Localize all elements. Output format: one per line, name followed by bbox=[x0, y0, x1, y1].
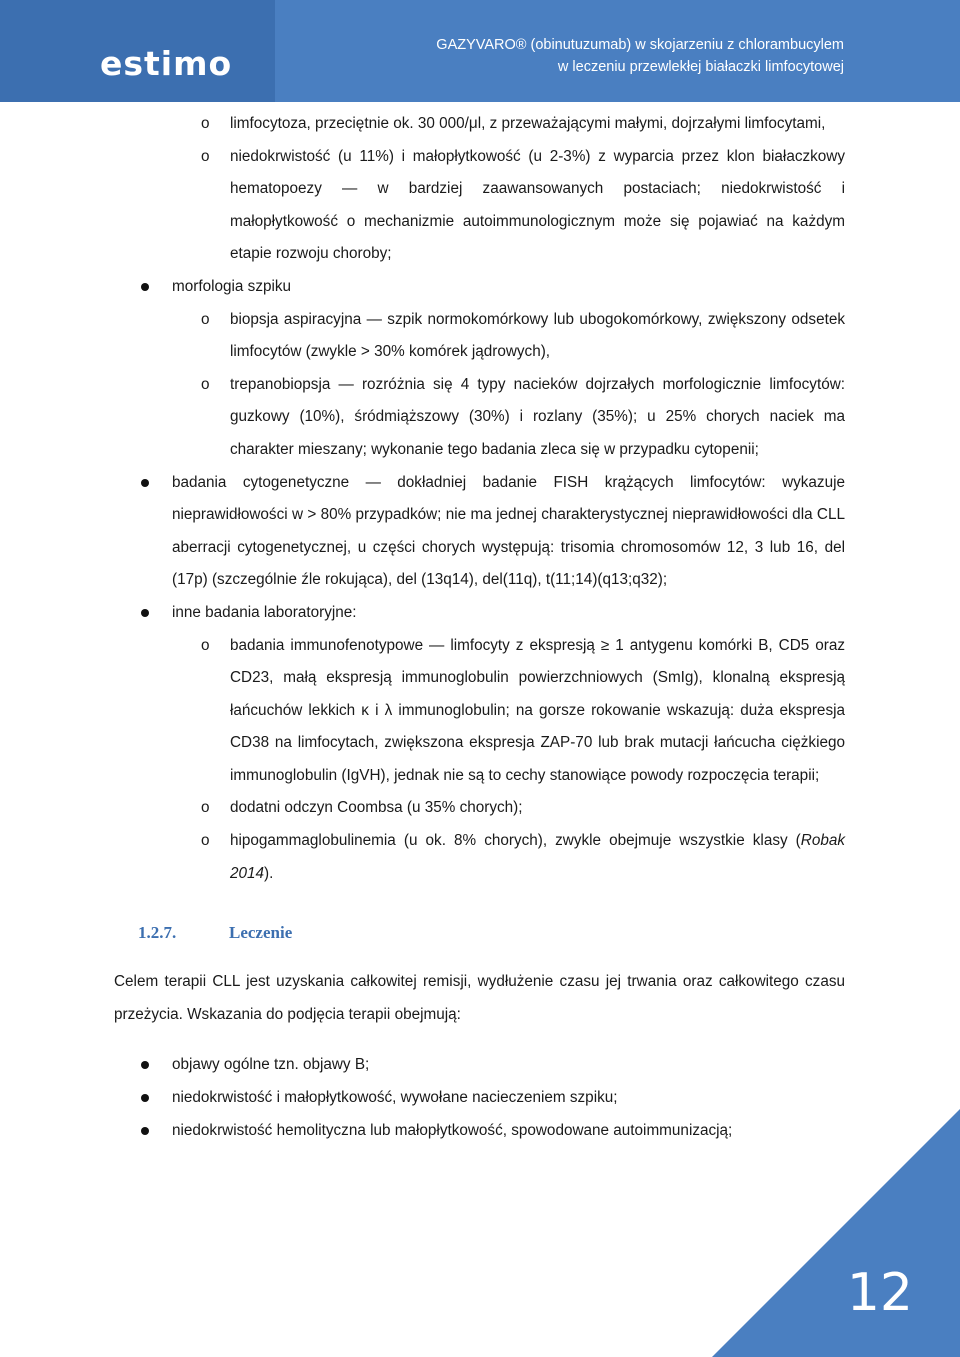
list-marker: o bbox=[201, 832, 210, 850]
list-item-text: objawy ogólne tzn. objawy B; bbox=[172, 1056, 370, 1074]
list-item bbox=[114, 271, 845, 304]
list-marker: o bbox=[201, 147, 210, 165]
logo-tab bbox=[0, 0, 275, 102]
document-title-line-1: GAZYVARO® (obinutuzumab) w skojarzeniu z chlorambucylem bbox=[436, 37, 844, 53]
list-item-text: niedokrwistość i małopłytkowość, wywołane nacieczeniem szpiku; bbox=[172, 1089, 618, 1107]
list-item bbox=[114, 792, 845, 825]
citation: Robak 2014 bbox=[230, 832, 845, 882]
list-item-text: inne badania laboratoryjne: bbox=[172, 603, 357, 621]
list-item-text: dodatni odczyn Coombsa (u 35% chorych); bbox=[230, 799, 523, 817]
section-heading bbox=[114, 912, 845, 954]
list-item-text: hipogammaglobulinemia (u ok. 8% chorych), zwykle obejmuje wszystkie klasy ( bbox=[230, 832, 801, 850]
corner-triangle bbox=[712, 1109, 960, 1357]
diagnostics-list bbox=[114, 108, 845, 890]
list-item bbox=[114, 630, 845, 793]
list-item bbox=[114, 369, 845, 467]
list-item-text-end: ). bbox=[264, 864, 274, 882]
list-marker: o bbox=[201, 636, 210, 654]
list-marker: o bbox=[201, 799, 210, 817]
list-item-text: niedokrwistość hemolityczna lub małopłytkowość, spowodowane autoimmunizacją; bbox=[172, 1121, 733, 1139]
list-item bbox=[114, 141, 845, 271]
list-marker: o bbox=[201, 115, 210, 132]
list-item-text: niedokrwistość (u 11%) i małopłytkowość (u 2-3%) z wyparcia przez klon białaczkowy hematopoezy — w bardziej zaawansowanych postaciach; niedokrwistość i małopłytkowość o mechanizmie autoimmunologicznym może się pojawiać na każdym etapie rozwoju choroby; bbox=[230, 147, 845, 263]
list-item bbox=[114, 597, 845, 630]
list-item bbox=[114, 1049, 845, 1082]
list-item bbox=[114, 304, 845, 369]
list-item-text: badania immunofenotypowe — limfocyty z ekspresją ≥ 1 antygenu komórki B, CD5 oraz CD23, małą ekspresją immunoglobulin powierzchniowych (SmIg), klonalną ekspresją łańcuchów lekkich κ i λ immunoglobulin; na gorsze rokowanie wskazują: duża ekspresja CD38 na limfocytach, zwiększona ekspresja ZAP-70 lub brak mutacji łańcucha ciężkiego immunoglobulin (IgVH), jednak nie są to cechy stanowiące powody rozpoczęcia terapii; bbox=[230, 636, 845, 784]
list-marker: o bbox=[201, 310, 210, 328]
paragraph: Celem terapii CLL jest uzyskania całkowitej remisji, wydłużenie czasu jej trwania oraz całkowitego czasu przeżycia. Wskazania do podjęcia terapii obejmują: bbox=[114, 973, 845, 1023]
section-title: Leczenie bbox=[229, 923, 293, 943]
section-number: 1.2.7. bbox=[138, 923, 177, 943]
document-title-line-2: w leczeniu przewlekłej białaczki limfocytowej bbox=[557, 59, 844, 75]
page-number: 12 bbox=[846, 1263, 913, 1323]
page-content bbox=[114, 108, 845, 1147]
list-marker: o bbox=[201, 375, 210, 393]
list-item bbox=[114, 467, 845, 597]
list-item-text: morfologia szpiku bbox=[172, 277, 292, 295]
page-header bbox=[0, 0, 960, 102]
logo-text: estimo bbox=[100, 44, 233, 83]
list-item-text: biopsja aspiracyjna — szpik normokomórkowy lub ubogokomórkowy, zwiększony odsetek limfocytów (zwykle > 30% komórek jądrowych), bbox=[230, 310, 845, 361]
estimo-logo bbox=[100, 44, 232, 84]
document-title bbox=[324, 34, 844, 78]
list-item bbox=[114, 825, 845, 890]
list-item-text: badania cytogenetyczne — dokładniej badanie FISH krążących limfocytów: wykazuje nieprawidłowości w > 80% przypadków; nie ma jednej charakterystycznej nieprawidłowości dla CLL aberracji cytogenetycznej, u części chorych występują: trisomia chromosomów 12, 3 lub 16, del (17p) (szczególnie źle rokująca), del (13q14), del(11q), t(11;14)(q13;q32); bbox=[172, 473, 845, 589]
list-item bbox=[114, 108, 845, 141]
spacer bbox=[114, 1031, 845, 1049]
list-item-text: trepanobiopsja — rozróżnia się 4 typy nacieków dojrzałych morfologicznie limfocytów: guzkowy (10%), śródmiąższowy (30%) i rozlany (35%); u 25% chorych naciek ma charakter mieszany; wykonanie tego badania zleca się w przypadku cytopenii; bbox=[230, 375, 845, 458]
list-item-text: limfocytoza, przeciętnie ok. 30 000/μl, z przeważającymi małymi, dojrzałymi limfocytami, bbox=[230, 115, 826, 132]
